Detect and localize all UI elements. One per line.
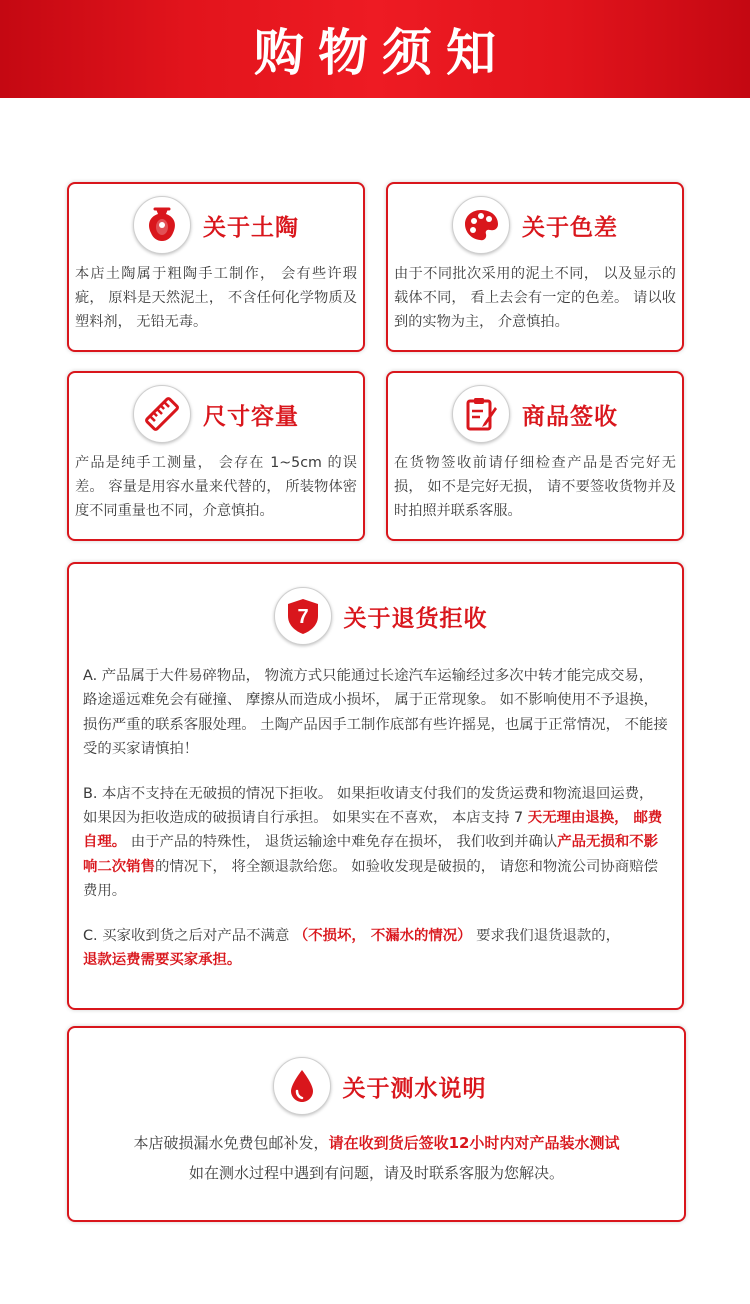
paragraph-text: 本店破损漏水免费包邮补发， [133,1134,329,1152]
card-header [69,385,363,443]
paragraph-text: 要求我们退货退款的， [471,927,621,944]
card-text: 本店土陶属于粗陶手工制作， 会有些许瑕疵， 原料是天然泥土， 不含任何化学物质及塑料剂， 无铅无毒。 [75,266,357,330]
paragraph-text: C. 买家收到货之后对产品不满意 [83,927,294,944]
clipboard-sign-icon [452,385,510,443]
page-title: 购物须知 [254,23,510,82]
card-text: 在货物签收前请仔细检查产品是否完好无损， 如不是完好无损， 请不要签收货物并及时拍照并联系客服。 [394,455,676,519]
card-text: 由于不同批次采用的泥土不同， 以及显示的载体不同， 看上去会有一定的色差。 请以收到的实物为主， 介意慎拍。 [394,266,676,330]
highlight-text: 退款运费需要买家承担。 [83,952,242,969]
paragraph-text: B. 本店不支持在无破损的情况下拒收。 如果拒收请支付我们的发货运费和物流退回运费， 如果因为拒收造成的破损请自行承担。 如果实在不喜欢， 本店支持 7 [83,785,654,827]
pottery-vase-icon [133,196,191,254]
highlight-text: 产品无损和不影响二次销售 [83,834,658,875]
highlight-text: 请在收到货后签收12小时内对产品装水测试 [328,1134,620,1152]
card-receipt [386,371,684,541]
water-test-text [69,1128,684,1188]
seven-day-shield-icon [274,587,332,645]
card-text: 产品是纯手工测量， 会存在 1~5cm 的误差。 容量是用容水量来代替的， 所装物体密度不同重量也不同，介意慎拍。 [75,455,357,519]
card-header [388,196,682,254]
returns-paragraph-b [83,782,670,904]
card-size [67,371,365,541]
card-header [69,1056,684,1116]
card-color [386,182,684,352]
card-title: 关于测水说明 [342,1075,487,1102]
returns-paragraph-c [83,924,670,973]
card-title: 商品签收 [522,403,618,430]
water-line-1 [69,1128,684,1158]
paragraph-text: 由于产品的特殊性， 退货运输途中难免存在损坏， 我们收到并确认 [126,834,558,851]
card-water-test [67,1026,686,1222]
card-header [69,586,682,646]
highlight-text: （不损坏， 不漏水的情况） [293,927,472,944]
water-drop-icon [273,1057,331,1115]
page-header [0,0,750,98]
card-title: 关于土陶 [203,214,299,241]
ruler-icon [133,385,191,443]
paragraph-text: 的情况下， 将全额退款给您。 如验收发现是破损的， 请您和物流公司协商赔偿费用。 [83,858,658,900]
highlight-text: 天无理由退换， 邮费自理。 [83,810,663,851]
water-line-2: 如在测水过程中遇到有问题，请及时联系客服为您解决。 [188,1164,564,1182]
color-palette-icon [452,196,510,254]
card-header [388,385,682,443]
card-title: 关于退货拒收 [343,605,488,632]
card-title: 尺寸容量 [203,403,299,430]
card-returns [67,562,684,1010]
card-pottery [67,182,365,352]
seven-day-number: 7 [296,606,309,628]
card-title: 关于色差 [522,214,618,241]
returns-text [83,664,670,992]
returns-paragraph-a: A. 产品属于大件易碎物品， 物流方式只能通过长途汽车运输经过多次中转才能完成交易， 路途遥远难免会有碰撞、 摩擦从而造成小损坏， 属于正常现象。 如不影响使用不予退换， 损伤严重的联系客服处理。 土陶产品因手工制作底部有些许摇晃，也属于正常情况， 不能接受的买家请慎拍！ [83,668,668,758]
card-header [69,196,363,254]
